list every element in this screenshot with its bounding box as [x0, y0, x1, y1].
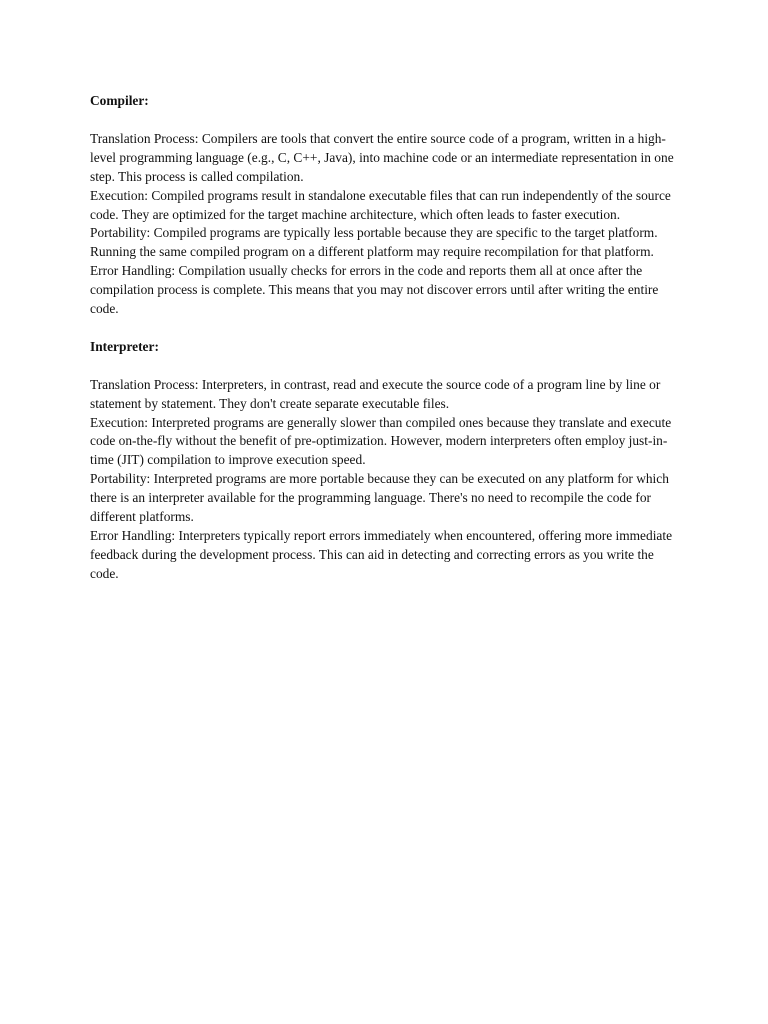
section-heading-compiler: Compiler: — [90, 93, 149, 108]
spacer — [90, 357, 680, 376]
interpreter-error-handling-paragraph: Error Handling: Interpreters typically report errors immediately when encountered, offering more immediate feedback during the development process. This can aid in detecting and correcting errors as you write the code. — [90, 527, 673, 581]
compiler-translation-paragraph: Translation Process: Compilers are tools that convert the entire source code of a program, written in a high-level programming language (e.g., C, C++, Java), into machine code or an intermediate representation in one step. This process is called compilation. — [90, 130, 674, 184]
interpreter-portability-paragraph: Portability: Interpreted programs are more portable because they can be executed on any platform for which there is an interpreter available for the programming language. There's no need to recompile the code for different platforms. — [90, 471, 669, 525]
compiler-section — [90, 92, 680, 319]
interpreter-execution-paragraph: Execution: Interpreted programs are generally slower than compiled ones because they translate and execute code on-the-fly without the benefit of pre-optimization. However, modern interpreters often employ just-in-time (JIT) compilation to improve execution speed. — [90, 414, 672, 468]
compiler-error-handling-paragraph: Error Handling: Compilation usually checks for errors in the code and reports them all at once after the compilation process is complete. This means that you may not discover errors until after writing the entire code. — [90, 263, 659, 317]
spacer — [90, 319, 680, 338]
compiler-portability-paragraph: Portability: Compiled programs are typically less portable because they are specific to the target platform. Running the same compiled program on a different platform may require recompilation for that platform. — [90, 225, 658, 260]
interpreter-section — [90, 338, 680, 584]
section-heading-interpreter: Interpreter: — [90, 338, 159, 354]
interpreter-translation-paragraph: Translation Process: Interpreters, in contrast, read and execute the source code of a program line by line or statement by statement. They don't create separate executable files. — [90, 376, 661, 411]
compiler-execution-paragraph: Execution: Compiled programs result in standalone executable files that can run independently of the source code. They are optimized for the target machine architecture, which often leads to faster execution. — [90, 187, 671, 222]
spacer — [90, 111, 680, 130]
